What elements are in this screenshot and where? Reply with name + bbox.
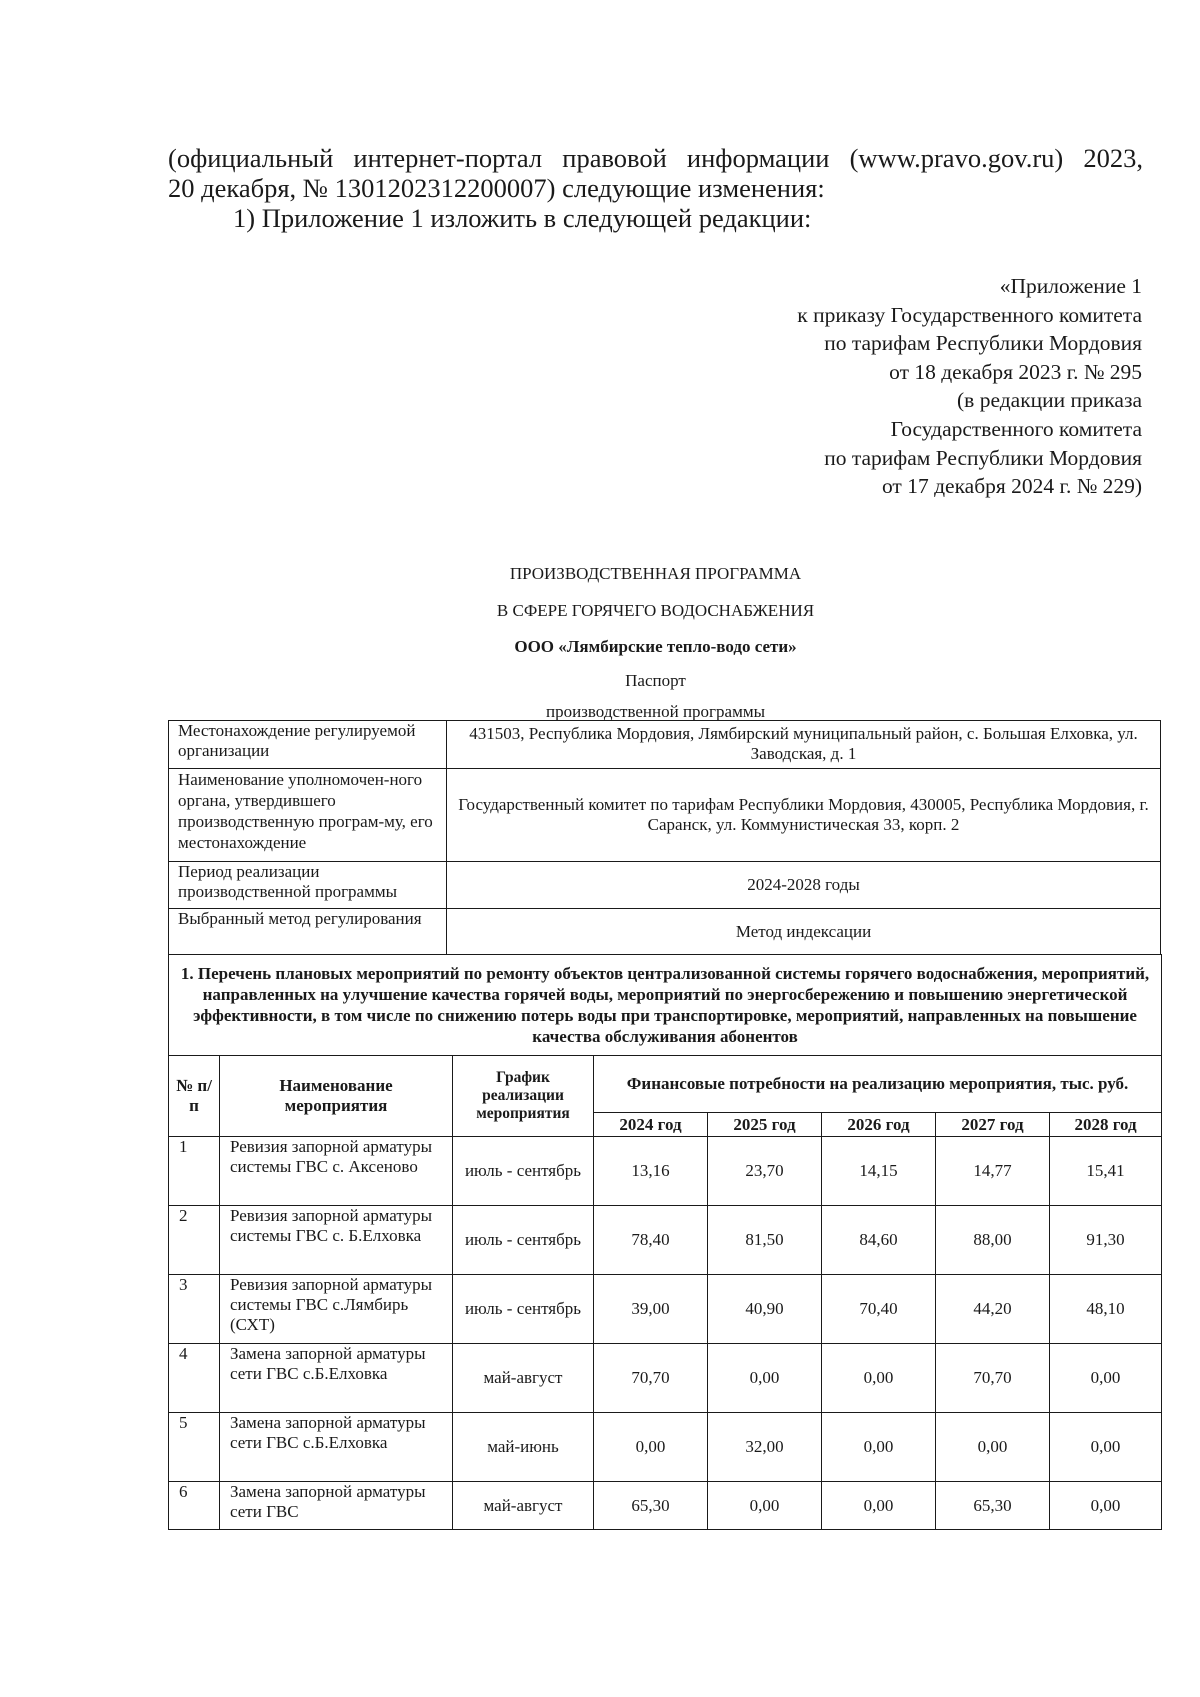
- intro-line-2: 20 декабря, № 1301202312200007) следующие изменения:: [168, 173, 825, 203]
- table-row: [169, 1206, 1162, 1275]
- passport-title: Паспорт: [625, 671, 686, 690]
- table-row: [169, 1482, 1162, 1530]
- program-title: ПРОИЗВОДСТВЕННАЯ ПРОГРАММА: [509, 564, 802, 583]
- passport-row: [169, 909, 1161, 955]
- row-number: 2: [169, 1206, 220, 1275]
- appendix-line: (в редакции приказа: [957, 388, 1142, 413]
- row-value-2028: 91,30: [1050, 1206, 1162, 1275]
- row-value-2028: 0,00: [1050, 1482, 1162, 1530]
- passport-value: 431503, Республика Мордовия, Лямбирский муниципальный район, с. Большая Елховка, ул. Заводская, д. 1: [447, 721, 1161, 769]
- table-row: [169, 1344, 1162, 1413]
- row-value-2026: 14,15: [822, 1137, 936, 1206]
- row-schedule: июль - сентябрь: [453, 1275, 594, 1344]
- table-row: [169, 1137, 1162, 1206]
- measures-table: [168, 954, 1162, 1530]
- appendix-line: к приказу Государственного комитета: [797, 302, 1142, 327]
- row-number: 5: [169, 1413, 220, 1482]
- row-name: Замена запорной арматуры сети ГВС с.Б.Елховка: [220, 1413, 453, 1482]
- row-value-2027: 0,00: [936, 1413, 1050, 1482]
- row-number: 1: [169, 1137, 220, 1206]
- row-number: 6: [169, 1482, 220, 1530]
- col-header-name: Наименование мероприятия: [220, 1056, 453, 1137]
- row-value-2028: 0,00: [1050, 1344, 1162, 1413]
- intro-text: [168, 143, 1143, 233]
- row-schedule: июль - сентябрь: [453, 1206, 594, 1275]
- passport-label: Период реализации производственной программы: [169, 862, 447, 909]
- row-number: 4: [169, 1344, 220, 1413]
- passport-label: Выбранный метод регулирования: [169, 909, 447, 955]
- program-subtitle: В СФЕРЕ ГОРЯЧЕГО ВОДОСНАБЖЕНИЯ: [496, 601, 815, 620]
- table-row: [169, 1413, 1162, 1482]
- row-value-2026: 0,00: [822, 1482, 936, 1530]
- row-value-2028: 15,41: [1050, 1137, 1162, 1206]
- appendix-line: Государственного комитета: [890, 416, 1142, 441]
- row-schedule: май-июнь: [453, 1413, 594, 1482]
- organization-name: ООО «Лямбирские тепло-водо сети»: [514, 637, 797, 656]
- row-value-2024: 0,00: [594, 1413, 708, 1482]
- passport-row: [169, 721, 1161, 769]
- row-value-2027: 44,20: [936, 1275, 1050, 1344]
- appendix-line: от 18 декабря 2023 г. № 295: [889, 359, 1142, 384]
- passport-row: [169, 769, 1161, 862]
- row-value-2024: 13,16: [594, 1137, 708, 1206]
- header-row: [169, 1056, 1162, 1113]
- passport-value: Метод индексации: [447, 909, 1161, 955]
- row-name: Замена запорной арматуры сети ГВС: [220, 1482, 453, 1530]
- row-value-2026: 70,40: [822, 1275, 936, 1344]
- passport-value: 2024-2028 годы: [447, 862, 1161, 909]
- passport-subtitle: производственной программы: [545, 702, 766, 721]
- passport-row: [169, 862, 1161, 909]
- row-value-2027: 14,77: [936, 1137, 1050, 1206]
- row-value-2025: 32,00: [708, 1413, 822, 1482]
- appendix-line: по тарифам Республики Мордовия: [824, 331, 1142, 356]
- row-value-2025: 23,70: [708, 1137, 822, 1206]
- row-value-2026: 84,60: [822, 1206, 936, 1275]
- row-schedule: май-август: [453, 1482, 594, 1530]
- row-value-2024: 70,70: [594, 1344, 708, 1413]
- row-value-2025: 0,00: [708, 1482, 822, 1530]
- row-value-2027: 70,70: [936, 1344, 1050, 1413]
- col-header-number: № п/п: [169, 1056, 220, 1137]
- intro-line-1: (официальный интернет-портал правовой информации (www.pravo.gov.ru) 2023,: [168, 143, 1143, 173]
- row-schedule: июль - сентябрь: [453, 1137, 594, 1206]
- col-header-2026: 2026 год: [822, 1113, 936, 1137]
- row-value-2024: 39,00: [594, 1275, 708, 1344]
- row-value-2025: 81,50: [708, 1206, 822, 1275]
- passport-value: Государственный комитет по тарифам Республики Мордовия, 430005, Республика Мордовия, г. Саранск, ул. Коммунистическая 33, корп. 2: [447, 769, 1161, 862]
- row-value-2026: 0,00: [822, 1413, 936, 1482]
- col-header-2024: 2024 год: [594, 1113, 708, 1137]
- passport-label: Наименование уполномочен-ного органа, утвердившего производственную програм-му, его местонахождение: [169, 769, 447, 862]
- row-schedule: май-август: [453, 1344, 594, 1413]
- row-number: 3: [169, 1275, 220, 1344]
- section-title: 1. Перечень плановых мероприятий по ремонту объектов централизованной системы горячего водоснабжения, мероприятий, направленных на улучшение качества горячей воды, мероприятий по энергосбережению и повышению энергетической эффективности, в том числе по снижению потерь воды при транспортировке, мероприятий, направленных на повышение качества обслуживания абонентов: [169, 955, 1162, 1056]
- row-name: Ревизия запорной арматуры системы ГВС с. Аксеново: [220, 1137, 453, 1206]
- row-name: Ревизия запорной арматуры системы ГВС с.Лямбирь (СХТ): [220, 1275, 453, 1344]
- col-header-schedule: График реализации мероприятия: [453, 1056, 594, 1137]
- row-value-2024: 78,40: [594, 1206, 708, 1275]
- table-row: [169, 1275, 1162, 1344]
- col-header-2025: 2025 год: [708, 1113, 822, 1137]
- appendix-reference: [582, 272, 1142, 501]
- intro-line-3: 1) Приложение 1 изложить в следующей редакции:: [233, 203, 812, 233]
- row-name: Ревизия запорной арматуры системы ГВС с. Б.Елховка: [220, 1206, 453, 1275]
- section-title-row: [169, 955, 1162, 1056]
- col-header-2028: 2028 год: [1050, 1113, 1162, 1137]
- appendix-line: по тарифам Республики Мордовия: [824, 445, 1142, 470]
- row-value-2025: 0,00: [708, 1344, 822, 1413]
- row-value-2027: 65,30: [936, 1482, 1050, 1530]
- passport-table: [168, 720, 1161, 955]
- col-header-finance: Финансовые потребности на реализацию мероприятия, тыс. руб.: [594, 1056, 1162, 1113]
- row-value-2028: 0,00: [1050, 1413, 1162, 1482]
- appendix-line: от 17 декабря 2024 г. № 229): [881, 474, 1142, 499]
- row-value-2025: 40,90: [708, 1275, 822, 1344]
- passport-label: Местонахождение регулируемой организации: [169, 721, 447, 769]
- row-value-2027: 88,00: [936, 1206, 1050, 1275]
- row-value-2026: 0,00: [822, 1344, 936, 1413]
- row-value-2028: 48,10: [1050, 1275, 1162, 1344]
- row-value-2024: 65,30: [594, 1482, 708, 1530]
- row-name: Замена запорной арматуры сети ГВС с.Б.Елховка: [220, 1344, 453, 1413]
- col-header-2027: 2027 год: [936, 1113, 1050, 1137]
- appendix-line: «Приложение 1: [999, 274, 1142, 298]
